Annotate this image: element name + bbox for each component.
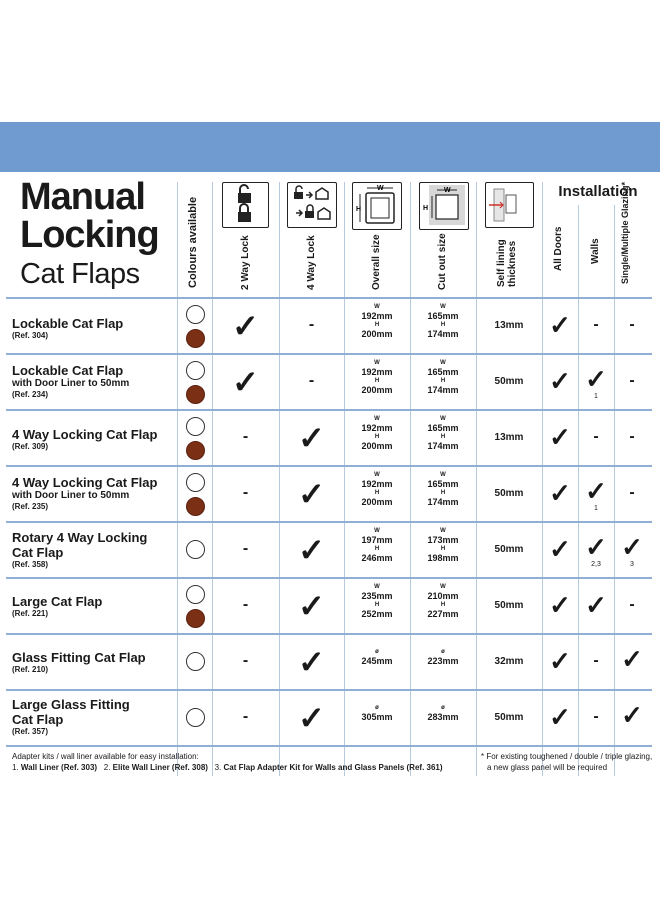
product-ref: (Ref. 235) — [12, 502, 49, 511]
four-way-lock-tick: ✓ — [298, 420, 325, 456]
colour-white-swatch — [186, 417, 205, 436]
all-doors-tick: ✓ — [549, 422, 571, 452]
header-band — [0, 122, 660, 172]
cut-out-diameter: ø 283mm — [427, 705, 459, 722]
overall-size-icon — [352, 182, 402, 230]
overall-size: W 197mm H 246mm — [361, 528, 393, 563]
col-divider — [177, 182, 178, 776]
lock-4way-icon — [287, 182, 337, 228]
product-name — [12, 530, 147, 570]
title-line-3: Cat Flaps — [20, 258, 140, 290]
product-subtitle: with Door Liner to 50mm — [12, 378, 130, 389]
cut-out-size: W 165mm H 174mm — [427, 304, 459, 339]
product-name — [12, 697, 130, 737]
cut-out-size: W 165mm H 174mm — [427, 416, 459, 451]
colour-brown-swatch — [186, 497, 205, 516]
walls-note: 2,3 — [591, 561, 601, 568]
all-doors-tick: ✓ — [549, 478, 571, 508]
glazing-note: 3 — [630, 561, 634, 568]
self-lining-thickness: 13mm — [494, 320, 524, 331]
product-title-line-2: Cat Flap — [12, 545, 64, 560]
self-lining-thickness: 50mm — [494, 712, 524, 723]
product-ref: (Ref. 210) — [12, 665, 49, 674]
colour-white-swatch — [186, 305, 205, 324]
four-way-lock-tick: ✓ — [298, 532, 325, 568]
colour-white-swatch — [186, 708, 205, 727]
cut-out-diameter: ø 223mm — [427, 649, 459, 666]
two-way-lock-header: 2 Way Lock — [240, 235, 251, 290]
cutout-height-label: H — [423, 205, 429, 212]
all-doors-tick: ✓ — [549, 310, 571, 340]
self-lining-thickness: 50mm — [494, 376, 524, 387]
title-line-1: Manual — [20, 176, 145, 218]
footnote-2-text: Elite Wall Liner (Ref. 308) — [112, 763, 208, 772]
product-title: 4 Way Locking Cat Flap — [12, 427, 158, 442]
self-lining-thickness: 50mm — [494, 544, 524, 555]
product-ref: (Ref. 221) — [12, 609, 49, 618]
product-name — [12, 427, 157, 452]
footnote-3-number: 3. — [214, 763, 222, 772]
row-divider — [6, 409, 652, 411]
glazing-dash: - — [629, 372, 635, 389]
footnote-2-number: 2. — [103, 763, 111, 772]
four-way-lock-tick: ✓ — [298, 476, 325, 512]
overall-size: W 192mm H 200mm — [361, 416, 393, 451]
product-title: Large Cat Flap — [12, 594, 103, 609]
self-lining-thickness: 50mm — [494, 600, 524, 611]
overall-height-label: H — [356, 206, 362, 213]
colour-white-swatch — [186, 585, 205, 604]
overall-size: W 192mm H 200mm — [361, 360, 393, 395]
cut-out-size: W 210mm H 227mm — [427, 584, 459, 619]
product-name — [12, 650, 146, 675]
product-name — [12, 363, 129, 400]
row-divider — [6, 353, 652, 355]
footer-intro: Adapter kits / wall liner available for easy installation: — [12, 752, 199, 761]
walls-dash: - — [593, 428, 599, 445]
cut-out-size-icon — [419, 182, 469, 230]
col-divider — [542, 182, 543, 776]
product-ref: (Ref. 234) — [12, 390, 49, 399]
product-title: 4 Way Locking Cat Flap — [12, 475, 158, 490]
colour-brown-swatch — [186, 329, 205, 348]
installation-header: Installation — [558, 183, 638, 200]
row-divider — [6, 521, 652, 523]
two-way-lock-dash: - — [242, 708, 249, 725]
glazing-note-line-1: * For existing toughened / double / triple glazing, — [481, 752, 653, 761]
all-doors-tick: ✓ — [549, 646, 571, 676]
footer-adapter-notes — [12, 751, 472, 773]
glazing-dash: - — [629, 316, 635, 333]
overall-size: W 192mm H 200mm — [361, 304, 393, 339]
self-lining-thickness: 13mm — [494, 432, 524, 443]
glazing-dash: - — [629, 596, 635, 613]
overall-size-header: Overall size — [371, 234, 382, 290]
cut-out-size-header: Cut out size — [437, 233, 448, 290]
row-divider — [6, 297, 652, 299]
cutout-width-label: W — [444, 187, 451, 194]
cut-out-size: W 165mm H 174mm — [427, 360, 459, 395]
product-subtitle: with Door Liner to 50mm — [12, 490, 130, 501]
footnote-3-text: Cat Flap Adapter Kit for Walls and Glass Panels (Ref. 361) — [223, 763, 443, 772]
product-ref: (Ref. 304) — [12, 331, 49, 340]
walls-dash: - — [593, 316, 599, 333]
glazing-tick: ✓ — [621, 700, 643, 730]
self-lining-icon — [485, 182, 534, 228]
col-divider — [476, 182, 477, 776]
product-ref: (Ref. 358) — [12, 560, 49, 569]
two-way-lock-tick: ✓ — [232, 364, 259, 400]
two-way-lock-dash: - — [242, 652, 249, 669]
product-ref: (Ref. 309) — [12, 442, 49, 451]
self-lining-label: Self lining — [496, 239, 507, 287]
product-title: Glass Fitting Cat Flap — [12, 650, 146, 665]
walls-note: 1 — [594, 505, 598, 512]
four-way-lock-tick: ✓ — [298, 644, 325, 680]
glazing-dash: - — [629, 484, 635, 501]
col-divider — [212, 182, 213, 776]
walls-tick: ✓ — [585, 476, 607, 506]
all-doors-header: All Doors — [553, 226, 564, 271]
glazing-dash: - — [629, 428, 635, 445]
self-lining-header — [496, 239, 518, 287]
product-name — [12, 594, 102, 619]
overall-size: W 235mm H 252mm — [361, 584, 393, 619]
row-divider — [6, 577, 652, 579]
product-name — [12, 475, 157, 512]
self-lining-thickness: 32mm — [494, 656, 524, 667]
overall-diameter: ø 245mm — [361, 649, 393, 666]
colour-brown-swatch — [186, 441, 205, 460]
colours-header: Colours available — [187, 196, 199, 288]
walls-header: Walls — [590, 238, 601, 264]
walls-tick: ✓ — [585, 532, 607, 562]
all-doors-tick: ✓ — [549, 590, 571, 620]
page-title — [20, 178, 159, 289]
colour-brown-swatch — [186, 385, 205, 404]
walls-dash: - — [593, 652, 599, 669]
two-way-lock-tick: ✓ — [232, 308, 259, 344]
footnote-1-text: Wall Liner (Ref. 303) — [20, 763, 98, 772]
four-way-lock-tick: ✓ — [298, 700, 325, 736]
walls-tick: ✓ — [585, 364, 607, 394]
four-way-lock-tick: ✓ — [298, 588, 325, 624]
glazing-tick: ✓ — [621, 532, 643, 562]
cut-out-size: W 173mm H 198mm — [427, 528, 459, 563]
two-way-lock-dash: - — [242, 428, 249, 445]
colour-white-swatch — [186, 540, 205, 559]
product-title-line-2: Cat Flap — [12, 712, 64, 727]
product-title: Rotary 4 Way Locking — [12, 530, 148, 545]
row-divider — [6, 465, 652, 467]
row-divider — [6, 745, 652, 747]
walls-dash: - — [593, 708, 599, 725]
product-title: Lockable Cat Flap — [12, 316, 124, 331]
thickness-label: thickness — [507, 240, 518, 287]
self-lining-thickness: 50mm — [494, 488, 524, 499]
walls-tick: ✓ — [585, 590, 607, 620]
all-doors-tick: ✓ — [549, 534, 571, 564]
all-doors-tick: ✓ — [549, 702, 571, 732]
four-way-lock-header: 4 Way Lock — [306, 235, 317, 290]
colour-white-swatch — [186, 473, 205, 492]
overall-size: W 192mm H 200mm — [361, 472, 393, 507]
four-way-lock-dash: - — [308, 316, 315, 333]
footnote-1-number: 1. — [12, 763, 19, 772]
row-divider — [6, 689, 652, 691]
two-way-lock-dash: - — [242, 484, 249, 501]
glazing-tick: ✓ — [621, 644, 643, 674]
product-ref: (Ref. 357) — [12, 727, 49, 736]
overall-diameter: ø 305mm — [361, 705, 393, 722]
lock-2way-icon — [222, 182, 269, 228]
glazing-note-line-2: a new glass panel will be required — [487, 763, 608, 772]
four-way-lock-dash: - — [308, 372, 315, 389]
two-way-lock-dash: - — [242, 540, 249, 557]
cut-out-size: W 165mm H 174mm — [427, 472, 459, 507]
product-name — [12, 316, 123, 341]
walls-note: 1 — [594, 393, 598, 400]
product-title: Lockable Cat Flap — [12, 363, 124, 378]
colour-white-swatch — [186, 361, 205, 380]
row-divider — [6, 633, 652, 635]
product-title: Large Glass Fitting — [12, 697, 130, 712]
footer-glazing-note — [481, 751, 656, 773]
colour-white-swatch — [186, 652, 205, 671]
all-doors-tick: ✓ — [549, 366, 571, 396]
colour-brown-swatch — [186, 609, 205, 628]
glazing-header: Single/Multiple Glazing* — [620, 181, 630, 284]
title-line-2: Locking — [20, 214, 159, 256]
two-way-lock-dash: - — [242, 596, 249, 613]
overall-width-label: W — [377, 185, 384, 192]
